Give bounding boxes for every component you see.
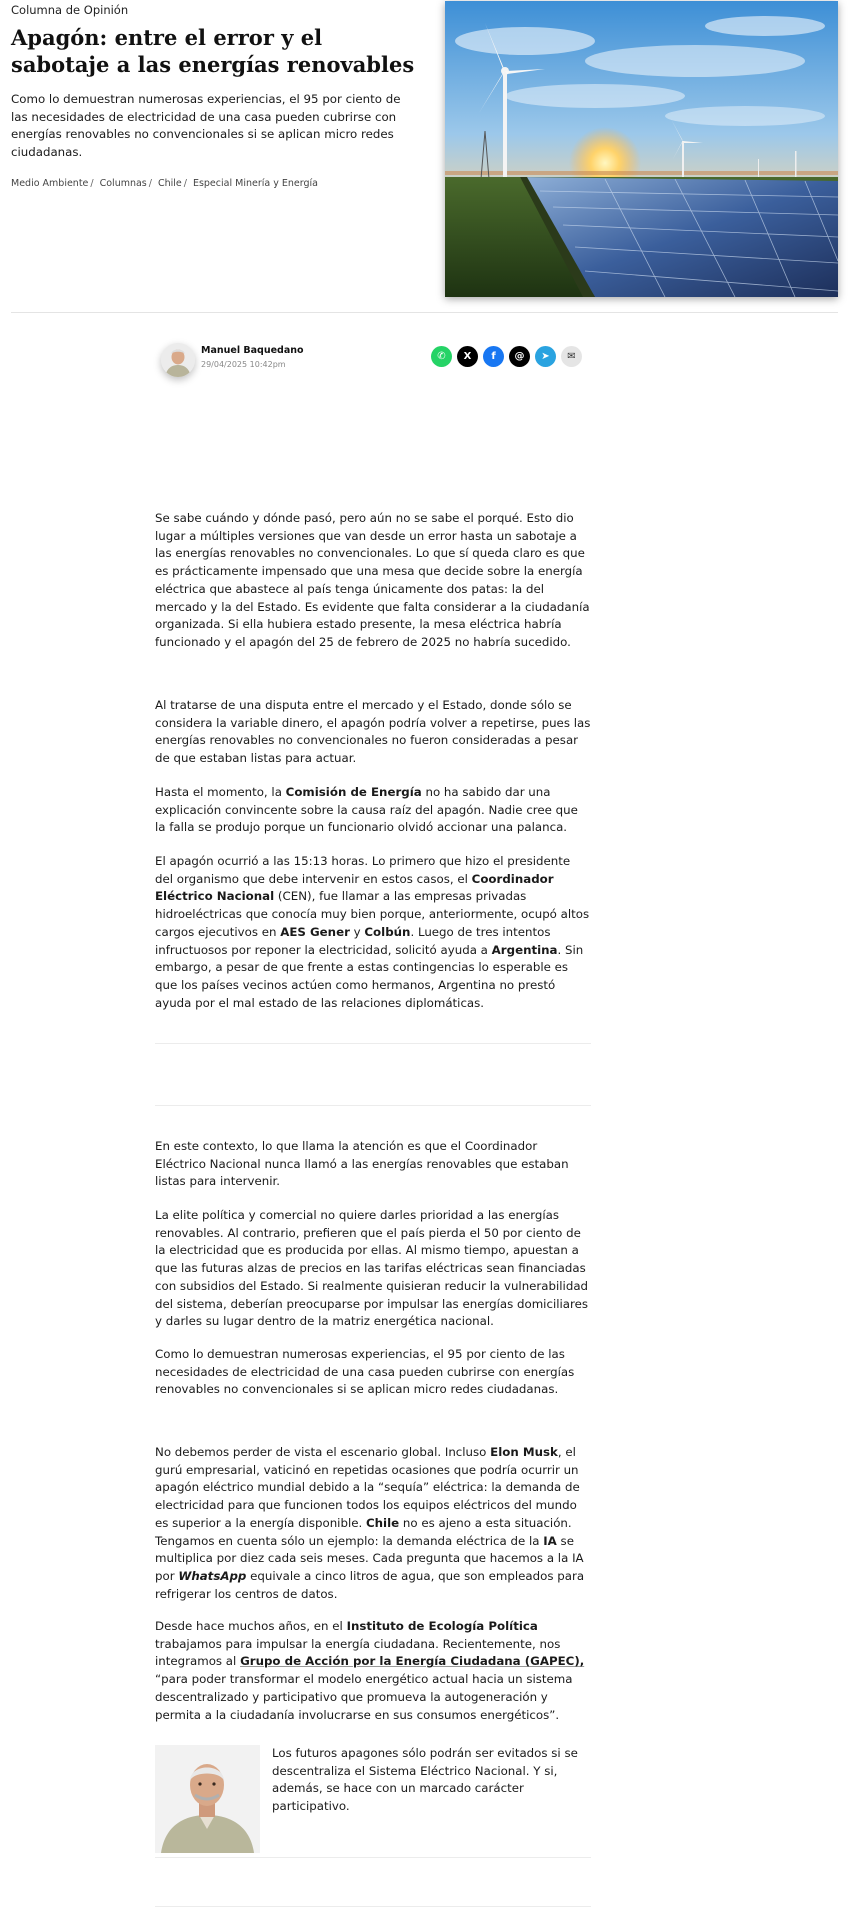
paragraph-text: no ha sabido dar una explicación convincente sobre la causa raíz del apagón. Nadie cree que la falla se produjo porque un funcionario olvidó accionar una palanca.	[155, 785, 578, 835]
paragraph-text: No debemos perder de vista el escenario global. Incluso	[155, 1445, 491, 1459]
article-paragraph-9	[155, 1618, 591, 1724]
tag-separator: /	[148, 178, 152, 189]
email-icon[interactable]: ✉	[561, 346, 582, 367]
bold-term: Colbún	[364, 924, 411, 939]
article-paragraph-1	[155, 510, 591, 652]
paragraph-text: . Sin embargo, a pesar de que frente a estas contingencias lo esperable es que los países vecinos actúen como hermanos, Argentina no prestó ayuda por el mal estado de las relaciones diplomáticas.	[155, 942, 584, 1010]
facebook-icon[interactable]: f	[483, 346, 504, 367]
article-paragraph-5	[155, 1138, 591, 1191]
tag-columnas[interactable]: Columnas	[99, 178, 147, 189]
article-paragraph-7	[155, 1346, 591, 1399]
header-divider	[11, 312, 838, 313]
paragraph-text: Se sabe cuándo y dónde pasó, pero aún no se sabe el porqué. Esto dio lugar a múltiples versiones que van desde un error hasta un sabotaje a las energías renovables no convencionales. Lo que sí queda claro es que es prácticamente impensado que una mesa que decide sobre la energía eléctrica que abastece al país tenga únicamente dos patas: la del mercado y la del Estado. Es evidente que falta considerar a la ciudadanía organizada. Si ella hubiera estado presente, la mesa eléctrica habría funcionado y el apagón del 25 de febrero de 2025 no habría sucedido.	[155, 511, 590, 649]
article-title: Apagón: entre el error y el sabotaje a las energías renovables	[11, 25, 415, 77]
paragraph-text: El apagón ocurrió a las 15:13 horas. Lo primero que hizo el presidente del organismo que debe intervenir en estos casos, el	[155, 854, 571, 886]
article-paragraph-8	[155, 1444, 591, 1603]
paragraph-text: , el gurú empresarial, vaticinó en repetidas ocasiones que podría ocurrir un apagón eléctrico mundial debido a la “sequía” eléctrica: la demanda de electricidad para que funcionen todos los equipos eléctricos del mundo es superior a la energía disponible.	[155, 1445, 580, 1530]
whatsapp-icon[interactable]: ✆	[431, 346, 452, 367]
paragraph-text: En este contexto, lo que llama la atención es que el Coordinador Eléctrico Nacional nunca llamó a las energías renovables que estaban listas para intervenir.	[155, 1139, 569, 1189]
article-lead: Como lo demuestran numerosas experiencias, el 95 por ciento de las necesidades de electricidad de una casa pueden cubrirse con energías renovables no convencionales si se aplican micro redes ciudadanas.	[11, 92, 401, 159]
paragraph-text: Como lo demuestran numerosas experiencias, el 95 por ciento de las necesidades de electricidad de una casa pueden cubrirse con energías renovables no convencionales si se aplican micro redes ciudadanas.	[155, 1347, 575, 1397]
tag-especial-mineria[interactable]: Especial Minería y Energía	[192, 178, 318, 189]
tag-chile[interactable]: Chile	[157, 178, 182, 189]
paragraph-text: La elite política y comercial no quiere darles prioridad a las energías renovables. Al contrario, prefieren que el país pierda el 50 por ciento de la electricidad que es producida por ellas. Al mismo tiempo, apuestan a que las futuras alzas de precios en las tarifas eléctricas sean financiadas con subsidios del Estado. Si realmente quisieran reducir la vulnerabilidad del sistema, deberían preocuparse por impulsar las energías domiciliares y darles su lugar dentro de la matriz energética nacional.	[155, 1208, 589, 1329]
x-icon[interactable]: X	[457, 346, 478, 367]
paragraph-text: . Luego de tres intentos infructuosos por reponer la electricidad, solicitó ayuda a	[155, 924, 551, 957]
tag-separator: /	[183, 178, 187, 189]
tag-separator: /	[90, 178, 94, 189]
article-paragraph-3	[155, 784, 591, 837]
bold-term: Coordinador Eléctrico Nacional	[155, 871, 554, 904]
telegram-icon[interactable]: ➤	[535, 346, 556, 367]
author-photo	[155, 1745, 260, 1853]
author-bio-block	[155, 1745, 591, 1855]
bold-term: AES Gener	[280, 924, 350, 939]
paragraph-text: Hasta el momento, la	[155, 785, 286, 799]
bold-term: Argentina	[491, 942, 558, 957]
bold-term: Chile	[365, 1515, 400, 1530]
content-divider	[155, 1105, 591, 1106]
article-header	[0, 0, 850, 312]
share-buttons	[431, 346, 582, 367]
bold-term: Instituto de Ecología Política	[346, 1619, 538, 1633]
content-divider	[155, 1857, 591, 1858]
content-divider	[155, 1906, 591, 1907]
bold-term: Elon Musk	[490, 1445, 558, 1459]
gapec-link[interactable]: Grupo de Acción por la Energía Ciudadana (GAPEC),	[240, 1654, 585, 1669]
threads-icon[interactable]: @	[509, 346, 530, 367]
paragraph-text: se multiplica por diez cada seis meses. Cada pregunta que hacemos a la IA por	[155, 1533, 584, 1583]
article-meta	[155, 343, 585, 377]
article-paragraph-4	[155, 853, 591, 1012]
content-divider	[155, 1043, 591, 1044]
paragraph-text: trabajamos para impulsar la energía ciudadana. Recientemente, nos integramos al	[155, 1636, 561, 1669]
bold-term: Comisión de Energía	[285, 785, 422, 799]
author-avatar[interactable]	[161, 343, 195, 377]
tag-medio-ambiente[interactable]: Medio Ambiente	[11, 178, 89, 189]
paragraph-text: (CEN), fue llamar a las empresas privadas hidroeléctricas que conocía muy bien porque, anteriormente, ocupó altos cargos ejecutivos en	[155, 889, 590, 939]
paragraph-text: Al tratarse de una disputa entre el mercado y el Estado, donde sólo se considera la variable dinero, el apagón podría volver a repetirse, pues las energías renovables no convencionales no fueron consideradas a pesar de que estaban listas para actuar.	[155, 698, 591, 766]
publish-date: 29/04/2025 10:42pm	[201, 360, 286, 369]
paragraph-text: equivale a cinco litros de agua, que son empleados para refrigerar los centros de datos.	[155, 1568, 585, 1601]
paragraph-text: no es ajeno a esta situación. Tengamos en cuenta sólo un ejemplo: la demanda eléctrica de la	[155, 1515, 572, 1548]
paragraph-text: Desde hace muchos años, en el	[155, 1619, 347, 1633]
article-paragraph-6	[155, 1207, 591, 1331]
closing-paragraph: Los futuros apagones sólo podrán ser evitados si se descentraliza el Sistema Eléctrico Nacional. Y si, además, se hace con un marcado carácter participativo.	[272, 1746, 578, 1814]
bold-term: WhatsApp	[178, 1568, 247, 1583]
section-kicker: Columna de Opinión	[11, 3, 129, 17]
bold-term: IA	[543, 1533, 557, 1548]
hero-image-wind-solar	[445, 1, 838, 297]
paragraph-text: “para poder transformar el modelo energético actual hacia un sistema descentralizado y participativo que promueva la autogeneración y permita a la ciudadanía involucrarse en sus consumos energéticos”.	[155, 1672, 573, 1722]
article-paragraph-2	[155, 697, 591, 768]
category-tags	[11, 178, 318, 189]
paragraph-text: y	[349, 924, 365, 939]
author-name[interactable]: Manuel Baquedano	[201, 345, 304, 356]
